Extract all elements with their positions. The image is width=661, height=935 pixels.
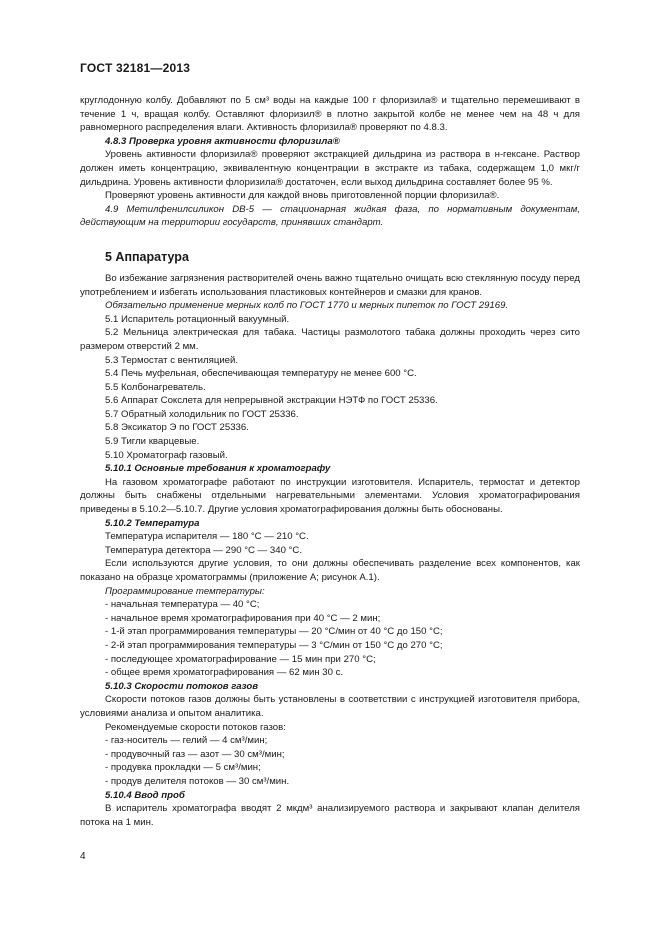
item-5-1: 5.1 Испаритель ротационный вакуумный. [105,313,290,325]
paragraph-activity-check: Уровень активности флоризила® проверяют экстракцией дильдрина из раствора в н-гексане. Раствор должен иметь концентрацию, эквивалентную концентрации в экстракте из табака, содержащем 1,0 мкг/г дильдрина. Уровень активности флоризила® достаточен, если выход дильдрина составляет более 95 %. [80,149,580,188]
item-5-8: 5.8 Эксикатор Э по ГОСТ 25336. [105,422,249,434]
heading-5-10-2: 5.10.2 Температура [105,517,200,529]
item-5-7: 5.7 Обратный холодильник по ГОСТ 25336. [105,408,299,420]
temperature-evaporator: Температура испарителя — 180 °С — 210 °С. [105,531,309,543]
paragraph-volumetric: Обязательно применение мерных колб по ГОСТ 1770 и мерных пипеток по ГОСТ 29169. [105,300,509,312]
document-body [80,94,580,829]
list-item: - продувочный газ — азот — 30 см³/мин; [105,748,285,760]
heading-4-8-3: 4.8.3 Проверка уровня активности флоризила® [105,135,340,147]
item-5-4: 5.4 Печь муфельная, обеспечивающая температуру не менее 600 °С. [105,368,417,380]
list-item: - начальное время хроматографирования при 40 °С — 2 мин; [105,612,381,624]
list-item: - продувка прокладки — 5 см³/мин; [105,762,261,774]
item-5-6: 5.6 Аппарат Сокслета для непрерывной экстракции НЭТФ по ГОСТ 25336. [105,395,438,407]
list-item: - продув делителя потоков — 30 см³/мин. [105,775,290,787]
item-5-9: 5.9 Тигли кварцевые. [105,436,200,448]
paragraph-sample-injection: В испаритель хроматографа вводят 2 мкдм³ анализируемого раствора и закрывают клапан делителя потока на 1 мин. [80,803,580,828]
item-5-10: 5.10 Хроматограф газовый. [105,449,228,461]
paragraph-other-conditions: Если используются другие условия, то они должны обеспечивать разделение всех компонентов, как показано на образце хроматограммы (приложение А; рисунок А.1). [80,558,580,583]
heading-5-10-1: 5.10.1 Основные требования к хроматографу [105,463,331,475]
document-header-code: ГОСТ 32181—2013 [80,61,191,75]
temperature-programming-title: Программирование температуры: [105,585,265,597]
paragraph-4-9: 4.9 Метилфенилсиликон DB-5 — стационарная жидкая фаза, по нормативным документам, действующим на территории государств, принявших стандарт. [80,203,580,229]
paragraph-gas-flows: Скорости потоков газов должны быть установлены в соответствии с инструкцией изготовителя прибора, условиями анализа и опытом аналитика. [80,694,580,719]
list-item: - 1-й этап программирования температуры — 20 °С/мин от 40 °С до 150 °С; [105,626,443,638]
paragraph-contamination: Во избежание загрязнения растворителей очень важно тщательно очищать всю стеклянную посуду перед употреблением и избегать использования пластиковых контейнеров и смазки для кранов. [80,272,580,298]
list-item: - начальная температура — 40 °С; [105,599,260,611]
heading-5-10-3: 5.10.3 Скорости потоков газов [105,680,259,692]
item-5-3: 5.3 Термостат с вентиляцией. [105,354,239,366]
item-5-5: 5.5 Колбонагреватель. [105,381,206,393]
list-item: - общее время хроматографирования — 62 мин 30 с. [105,667,344,679]
paragraph-florisil-prep: круглодонную колбу. Добавляют по 5 см³ воды на каждые 100 г флоризила® и тщательно перемешивают в течение 1 ч, вращая колбу. Оставляют флоризил® в плотно закрытой колбе не менее чем на 48 ч для равномерного распределения влаги. Активность флоризила® проверяют по 4.8.3. [80,95,580,134]
paragraph-chromatograph-req: На газовом хроматографе работают по инструкции изготовителя. Испаритель, термостат и детектор должны быть снабжены отдельными нагревательными элементами. Условия хроматографирования приведены в 5.10.2—5.10.7. Другие условия хроматографирования должны быть обоснованы. [80,476,580,516]
item-5-2: 5.2 Мельница электрическая для табака. Частицы размолотого табака должны проходить через сито размером отверстий 2 мм. [80,327,580,352]
list-item: - газ-носитель — гелий — 4 см³/мин; [105,735,268,747]
gas-recommendations-title: Рекомендуемые скорости потоков газов: [105,721,286,733]
list-item: - 2-й этап программирования температуры — 3 °С/мин от 150 °С до 270 °С; [105,639,443,651]
temperature-detector: Температура детектора — 290 °С — 340 °С. [105,544,302,556]
heading-5-10-4: 5.10.4 Ввод проб [105,789,185,801]
list-item: - последующее хроматографирование — 15 мин при 270 °С; [105,653,376,665]
page-number: 4 [80,851,86,862]
paragraph-activity-each-portion: Проверяют уровень активности для каждой вновь приготовленной порции флоризила®. [105,190,500,202]
section-5-title: 5 Аппаратура [105,249,189,264]
